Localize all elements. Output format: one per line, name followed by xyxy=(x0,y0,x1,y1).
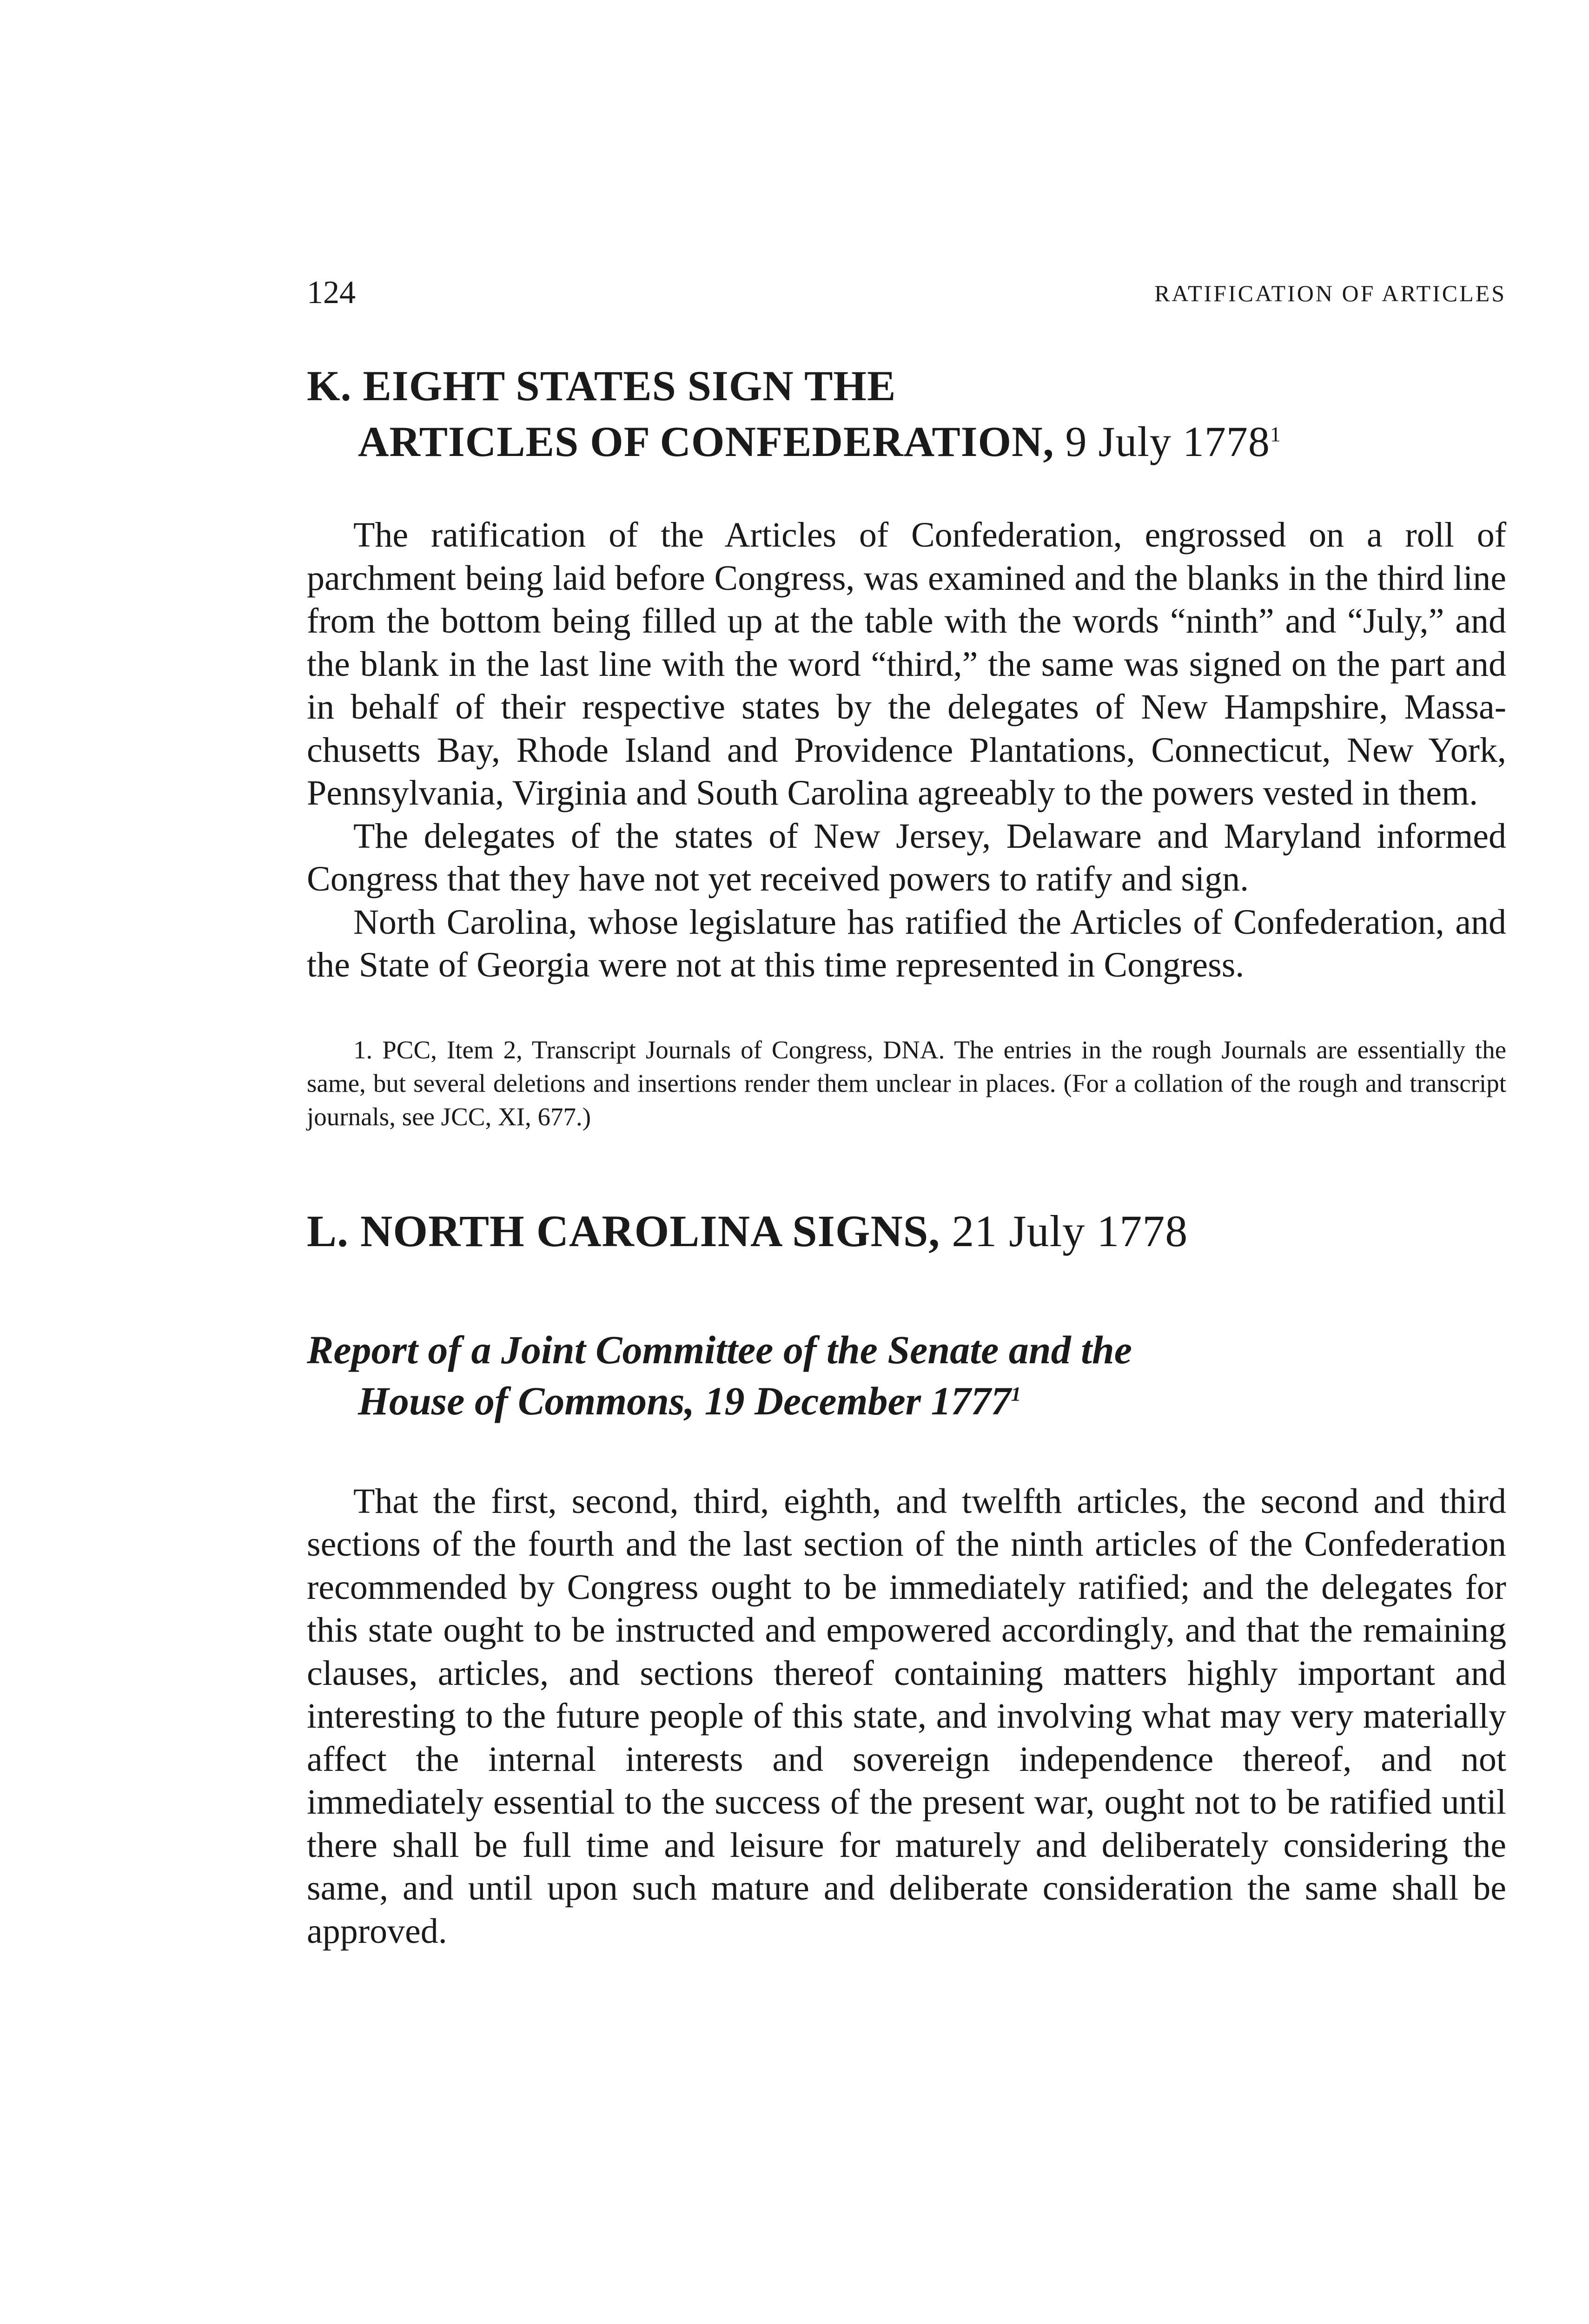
section-k-title-line1: K. EIGHT STATES SIGN THE xyxy=(307,362,896,409)
running-title: RATIFICATION OF ARTICLES xyxy=(1154,280,1506,306)
section-k-body xyxy=(307,514,1506,987)
section-k-footnote: 1. PCC, Item 2, Transcript Journals of Congress, DNA. The entries in the rough Journals are essentially the same, but several deletions and insertions render them unclear in places. (For a collation of the rough and transcript journals, see JCC, XI, 677.) xyxy=(307,1035,1506,1131)
section-k-title-date-text: 9 July 1778 xyxy=(1065,418,1270,465)
section-l-title xyxy=(307,1203,1506,1259)
section-k-title-line2 xyxy=(307,414,1506,469)
section-k-title-line2-main: ARTICLES OF CONFEDERATION, xyxy=(358,418,1054,465)
section-l-subtitle-line2: House of Commons, 19 December 1777 xyxy=(358,1378,1011,1423)
page-number: 124 xyxy=(307,275,356,310)
section-k-title xyxy=(307,358,1506,469)
section-l-subtitle-line2-wrap xyxy=(307,1375,1506,1426)
section-l-paragraph: That the first, second, third, eighth, and twelfth articles, the second and third sections of the fourth and the last section of the ninth articles of the Confederation recommended by Congress ought to be immediately ratified; and the delegates for this state ought to be instructed and empowered accordingly, and that the remaining clauses, articles, and sections thereof containing matters highly important and interesting to the future people of this state, and involving what may very materially affect the internal interests and sovereign independence thereof, and not immediately essential to the success of the present war, ought not to be ratified until there shall be full time and leisure for maturely and deliberately considering the same, and until upon such mature and deliberate consideration the same shall be approved. xyxy=(307,1481,1506,1951)
section-l-body xyxy=(307,1480,1506,1953)
section-k-paragraph-3: North Carolina, whose legislature has ratified the Articles of Confederation, and the State of Georgia were not at this time represented in Congress. xyxy=(307,902,1506,984)
section-k-paragraph-2: The delegates of the states of New Jersey, Delaware and Maryland informed Congress that they have not yet received powers to ratify and sign. xyxy=(307,816,1506,898)
subtitle-footnote-ref: 1 xyxy=(1011,1383,1021,1405)
section-l-title-main: L. NORTH CAROLINA SIGNS, xyxy=(307,1206,940,1256)
section-l-subtitle xyxy=(307,1324,1506,1426)
section-l-title-date: 21 July 1778 xyxy=(952,1206,1188,1256)
section-k-title-date xyxy=(1066,418,1281,465)
footnote-ref: 1 xyxy=(1270,422,1281,446)
running-head xyxy=(307,274,1506,316)
section-k-paragraph-1: The ratification of the Articles of Confederation, engrossed on a roll of parchment being laid before Congress, was examined and the blanks in the third line from the bottom being filled up at the table with the words “ninth” and “July,” and the blank in the last line with the word “third,” the same was signed on the part and in behalf of their respective states by the delegates of New Hampshire, Massachusetts Bay, Rhode Island and Providence Plantations, Connecticut, New York, Pennsylvania, Virginia and South Carolina agreeably to the powers vested in them. xyxy=(307,515,1506,812)
document-page xyxy=(307,274,1506,1953)
section-l-subtitle-line1: Report of a Joint Committee of the Senate and the xyxy=(307,1327,1132,1372)
